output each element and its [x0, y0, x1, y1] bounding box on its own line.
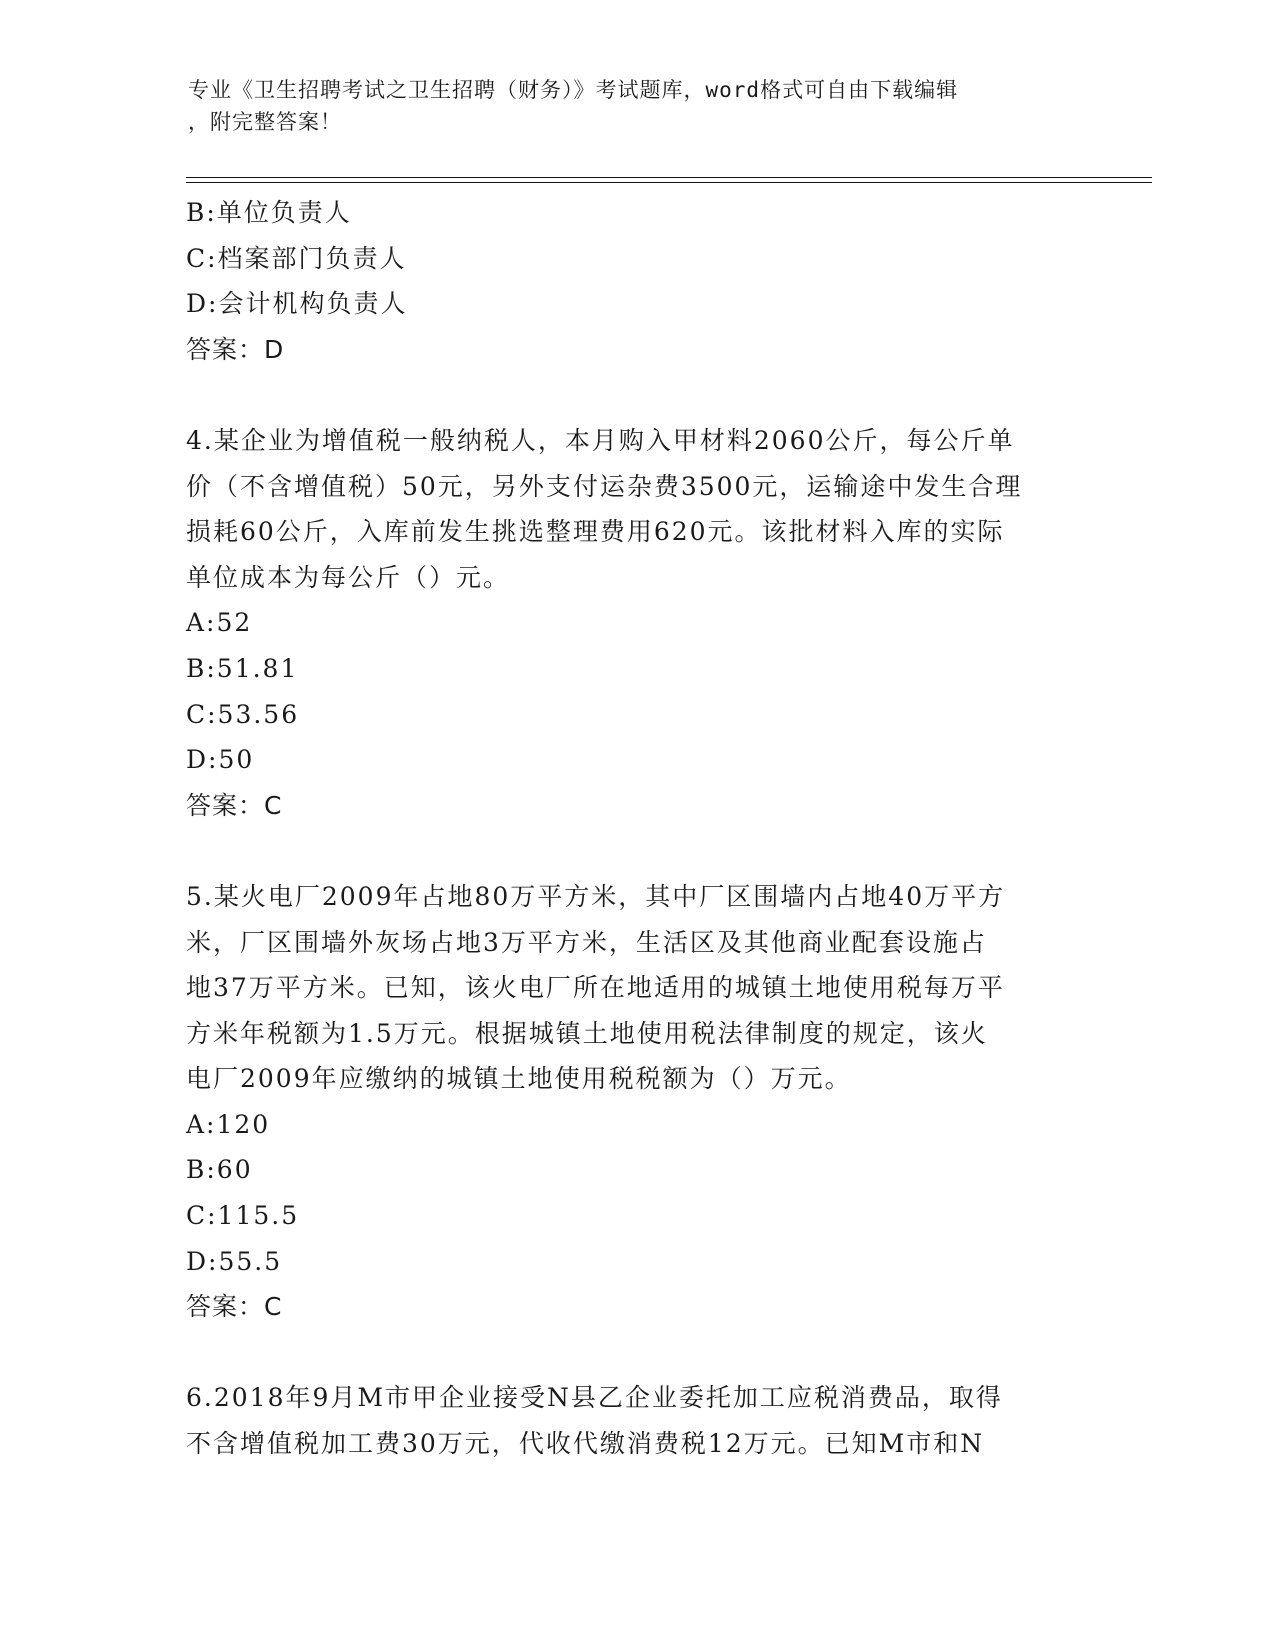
question-6 [186, 1375, 1086, 1466]
question-5 [186, 874, 1086, 1330]
question-stem-line: 单位成本为每公斤（）元。 [186, 562, 511, 592]
question-stem-line: 6.2018年9月M市甲企业接受N县乙企业委托加工应税消费品，取得 [186, 1383, 1003, 1413]
spacer [186, 828, 1086, 874]
option-c: C:档案部门负责人 [186, 243, 407, 273]
question-stem-line: 地37万平方米。已知，该火电厂所在地适用的城镇土地使用税每万平 [186, 973, 1005, 1003]
option-a: A:52 [186, 608, 253, 638]
option-c: C:115.5 [186, 1201, 300, 1231]
question-stem-line: 不含增值税加工费30万元，代收代缴消费税12万元。已知M市和N [186, 1429, 985, 1459]
option-b: B:60 [186, 1155, 253, 1185]
header-divider-top [186, 177, 1152, 178]
question-stem-line: 损耗60公斤，入库前发生挑选整理费用620元。该批材料入库的实际 [186, 517, 1005, 547]
option-d: D:会计机构负责人 [186, 289, 408, 319]
option-d: D:50 [186, 745, 255, 775]
answer-line: 答案：C [186, 1292, 283, 1322]
spacer [186, 1330, 1086, 1376]
option-c: C:53.56 [186, 699, 300, 729]
option-b: B:单位负责人 [186, 198, 352, 227]
question-stem-line: 5.某火电厂2009年占地80万平方米，其中厂区围墙内占地40万平方 [186, 881, 1006, 911]
question-stem-line: 米，厂区围墙外灰场占地3万平方米，生活区及其他商业配套设施占 [186, 927, 987, 957]
spacer [186, 372, 1086, 418]
question-stem-line: 方米年税额为1.5万元。根据城镇土地使用税法律制度的规定，该火 [186, 1018, 988, 1048]
answer-line: 答案：C [186, 790, 283, 820]
question-stem-line: 4.某企业为增值税一般纳税人，本月购入甲材料2060公斤，每公斤单 [186, 425, 1015, 455]
header-divider-bottom [186, 182, 1152, 183]
option-a: A:120 [186, 1109, 271, 1139]
document-header: 专业《卫生招聘考试之卫生招聘（财务）》考试题库，word格式可自由下载编辑 ，附完整答案！ [188, 78, 959, 134]
answer-line: 答案：D [186, 334, 285, 364]
question-4 [186, 418, 1086, 828]
option-d: D:55.5 [186, 1246, 283, 1276]
question-3 [186, 190, 1086, 372]
question-stem-line: 电厂2009年应缴纳的城镇土地使用税税额为（）万元。 [186, 1064, 852, 1094]
option-b: B:51.81 [186, 653, 299, 683]
question-stem-line: 价（不含增值税）50元，另外支付运杂费3500元，运输途中发生合理 [186, 471, 1023, 501]
question-content [186, 190, 1086, 1467]
